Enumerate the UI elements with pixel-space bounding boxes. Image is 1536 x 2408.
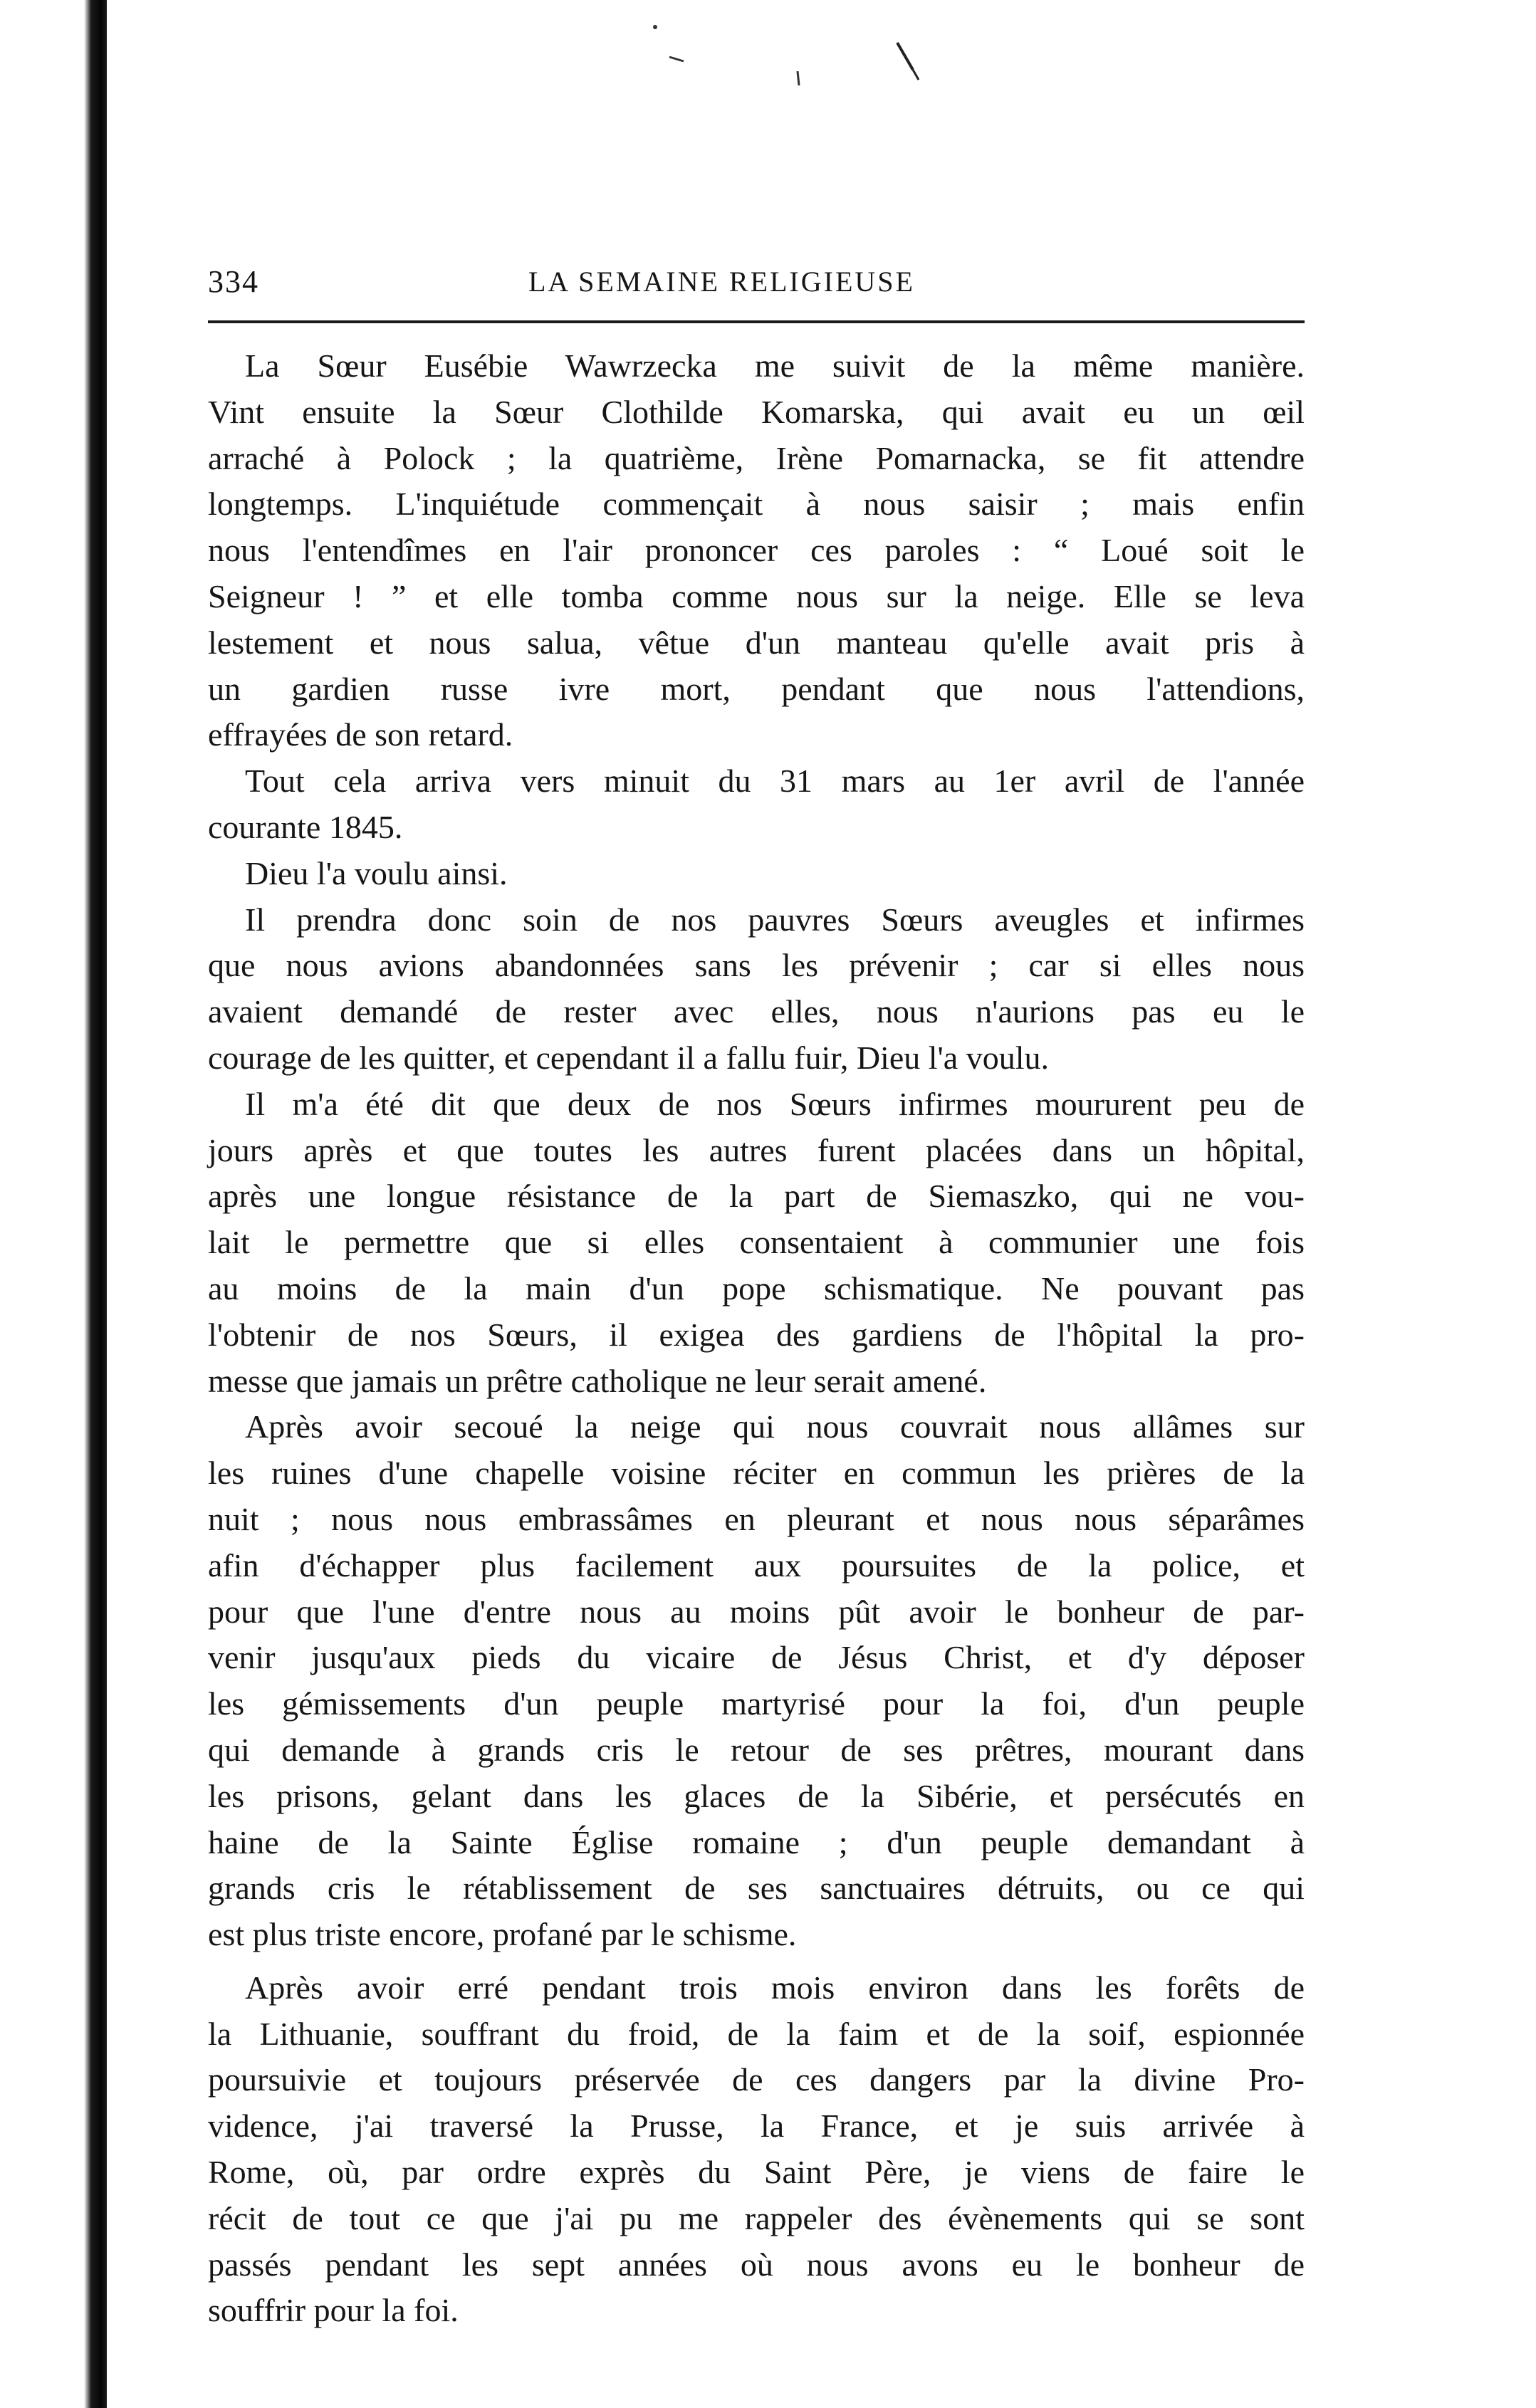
text-line: est plus triste encore, profané par le schisme. — [208, 1916, 797, 1953]
paragraph — [208, 1404, 1305, 1958]
scanned-binding-edge — [0, 0, 107, 2408]
text-line: les gémissements d'un peuple martyrisé pour la foi, d'un peuple — [208, 1685, 1305, 1722]
text-line: qui demande à grands cris le retour de ses prêtres, mourant dans — [208, 1731, 1305, 1768]
text-line: Dieu l'a voulu ainsi. — [245, 854, 508, 891]
text-line: Seigneur ! ” et elle tomba comme nous sur la neige. Elle se leva — [208, 577, 1305, 614]
text-line: Rome, où, par ordre exprès du Saint Père, je viens de faire le — [208, 2154, 1305, 2191]
paragraph — [208, 897, 1305, 1082]
text-line: venir jusqu'aux pieds du vicaire de Jésus Christ, et d'y déposer — [208, 1639, 1305, 1676]
page-number: 334 — [208, 264, 259, 299]
book-page — [208, 256, 1305, 2334]
paragraph — [208, 1965, 1305, 2334]
header-rule — [208, 320, 1305, 323]
text-line: grands cris le rétablissement de ses sanctuaires détruits, ou ce qui — [208, 1870, 1305, 1907]
text-line: jours après et que toutes les autres furent placées dans un hôpital, — [208, 1131, 1305, 1168]
text-line: longtemps. L'inquiétude commençait à nous saisir ; mais enfin — [208, 486, 1305, 523]
paragraph — [208, 1082, 1305, 1405]
text-line: avaient demandé de rester avec elles, nous n'aurions pas eu le — [208, 993, 1305, 1030]
text-line: lait le permettre que si elles consentaient à communier une fois — [208, 1224, 1305, 1261]
text-line: Tout cela arriva vers minuit du 31 mars au 1er avril de l'année — [245, 763, 1305, 800]
text-line: courante 1845. — [208, 808, 403, 845]
text-line: que nous avions abandonnées sans les prévenir ; car si elles nous — [208, 947, 1305, 984]
text-line: nuit ; nous nous embrassâmes en pleurant et nous nous séparâmes — [208, 1500, 1305, 1537]
text-line: Après avoir secoué la neige qui nous couvrait nous allâmes sur — [245, 1408, 1305, 1445]
text-line: La Sœur Eusébie Wawrzecka me suivit de la même manière. — [245, 347, 1305, 384]
text-line: effrayées de son retard. — [208, 716, 513, 753]
text-line: les prisons, gelant dans les glaces de la Sibérie, et persécutés en — [208, 1777, 1305, 1814]
text-line: poursuivie et toujours préservée de ces dangers par la divine Pro- — [208, 2061, 1305, 2098]
body-text — [208, 343, 1305, 2334]
paragraph — [208, 343, 1305, 758]
text-line: nous l'entendîmes en l'air prononcer ces paroles : “ Loué soit le — [208, 532, 1305, 569]
text-line: la Lithuanie, souffrant du froid, de la faim et de la soif, espionnée — [208, 2015, 1305, 2052]
text-line: Vint ensuite la Sœur Clothilde Komarska, qui avait eu un œil — [208, 393, 1305, 430]
text-line: messe que jamais un prêtre catholique ne leur serait amené. — [208, 1362, 987, 1399]
text-line: récit de tout ce que j'ai pu me rappeler des évènements qui se sont — [208, 2199, 1305, 2236]
text-line: au moins de la main d'un pope schismatique. Ne pouvant pas — [208, 1270, 1305, 1307]
paragraph-gap — [208, 1958, 1305, 1965]
text-line: souffrir pour la foi. — [208, 2292, 459, 2329]
text-line: courage de les quitter, et cependant il a fallu fuir, Dieu l'a voulu. — [208, 1039, 1049, 1076]
text-line: passés pendant les sept années où nous avons eu le bonheur de — [208, 2246, 1305, 2283]
text-line: un gardien russe ivre mort, pendant que nous l'attendions, — [208, 670, 1305, 707]
running-head — [208, 256, 1305, 313]
text-line: lestement et nous salua, vêtue d'un manteau qu'elle avait pris à — [208, 624, 1305, 661]
text-line: les ruines d'une chapelle voisine réciter en commun les prières de la — [208, 1455, 1305, 1492]
text-line: Après avoir erré pendant trois mois environ dans les forêts de — [245, 1969, 1305, 2006]
paragraph — [208, 758, 1305, 851]
text-line: afin d'échapper plus facilement aux poursuites de la police, et — [208, 1546, 1305, 1583]
text-line: vidence, j'ai traversé la Prusse, la France, et je suis arrivée à — [208, 2108, 1305, 2145]
text-line: Il m'a été dit que deux de nos Sœurs infirmes moururent peu de — [245, 1085, 1305, 1122]
text-line: Il prendra donc soin de nos pauvres Sœurs aveugles et infirmes — [245, 901, 1305, 938]
text-line: pour que l'une d'entre nous au moins pût avoir le bonheur de par- — [208, 1593, 1305, 1630]
text-line: arraché à Polock ; la quatrième, Irène Pomarnacka, se fit attendre — [208, 439, 1305, 476]
scan-specks — [627, 14, 983, 157]
text-line: l'obtenir de nos Sœurs, il exigea des gardiens de l'hôpital la pro- — [208, 1316, 1305, 1353]
text-line: haine de la Sainte Église romaine ; d'un peuple demandant à — [208, 1823, 1305, 1860]
running-title: LA SEMAINE RELIGIEUSE — [528, 266, 915, 298]
paragraph — [208, 851, 1305, 897]
text-line: après une longue résistance de la part de Siemaszko, qui ne vou- — [208, 1178, 1305, 1215]
